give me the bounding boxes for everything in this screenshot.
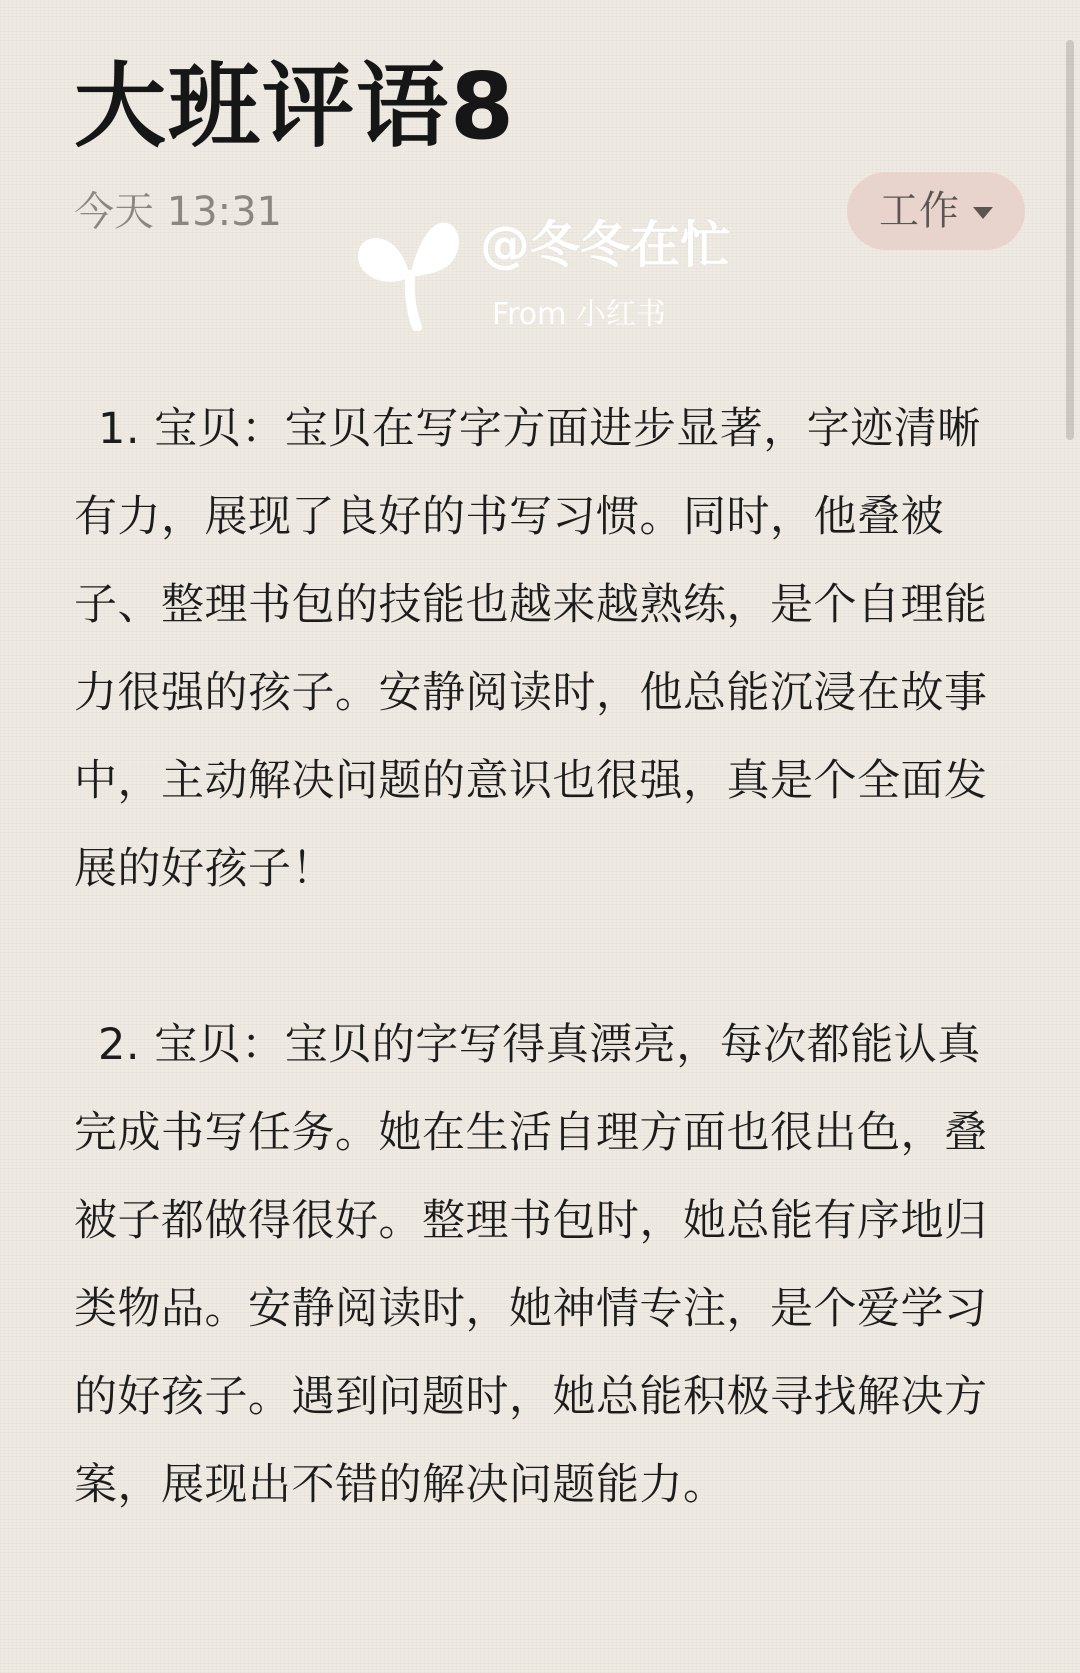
- watermark-source: From 小红书: [492, 297, 666, 332]
- watermark-handle: @冬冬在忙: [480, 216, 730, 274]
- note-body[interactable]: [74, 385, 1010, 1529]
- note-title[interactable]: 大班评语8: [74, 53, 517, 160]
- scrollbar-thumb[interactable]: [1066, 40, 1074, 440]
- paragraph-1: 1. 宝贝：宝贝在写字方面进步显著，字迹清晰有力，展现了良好的书写习惯。同时，他叠被子、整理书包的技能也越来越熟练，是个自理能力很强的孩子。安静阅读时，他总能沉浸在故事中，主动解决问题的意识也很强，真是个全面发展的好孩子！: [74, 404, 988, 894]
- category-selector[interactable]: [847, 172, 1025, 250]
- watermark: [355, 215, 775, 335]
- chevron-down-icon: [973, 207, 993, 219]
- category-label: 工作: [879, 188, 959, 234]
- note-timestamp: 今天 13:31: [74, 189, 282, 235]
- heart-sprout-logo: [355, 215, 465, 331]
- paragraph-2: 2. 宝贝：宝贝的字写得真漂亮，每次都能认真完成书写任务。她在生活自理方面也很出色，叠被子都做得很好。整理书包时，她总能有序地归类物品。安静阅读时，她神情专注，是个爱学习的好孩子。遇到问题时，她总能积极寻找解决方案，展现出不错的解决问题能力。: [74, 1020, 988, 1510]
